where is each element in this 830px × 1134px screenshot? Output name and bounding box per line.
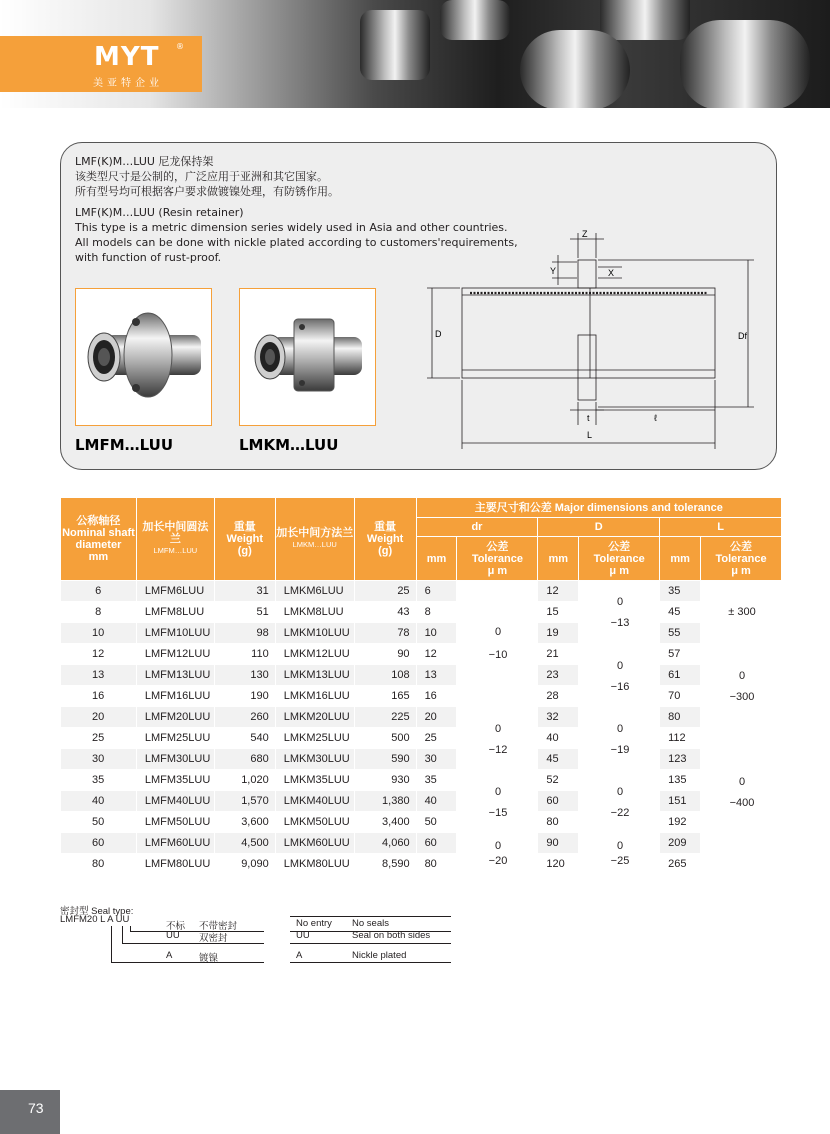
table-row [61,665,782,686]
table-cell: 50 [61,812,137,833]
header-weight-unit: (g) [237,545,252,557]
seal-en-code: UU [296,930,310,941]
table-cell: 50 [416,812,457,833]
table-cell: 60 [61,833,137,854]
table-cell: 25 [61,728,137,749]
table-cell: 80 [538,812,579,833]
table-cell: 40 [538,728,579,749]
table-cell: 25 [416,728,457,749]
seal-en: No seals [352,918,389,929]
table-cell: LMKM20LUU [275,707,354,728]
en-line: All models can be done with nickle plated according to customers'requirements, [75,236,518,249]
table-cell: LMFM8LUU [136,602,214,623]
tolerance-value: 0 [616,660,624,672]
table-cell: 30 [61,749,137,770]
table-row [61,770,782,791]
table-cell: LMKM60LUU [275,833,354,854]
header-mm: mm [538,537,579,581]
table-cell: 28 [538,686,579,707]
table-cell: 31 [214,581,275,602]
table-cell: LMFM30LUU [136,749,214,770]
table-cell: 12 [538,581,579,602]
header-mm: mm [660,537,701,581]
table-cell: LMFM60LUU [136,833,214,854]
table-cell: LMKM6LUU [275,581,354,602]
table-cell: LMKM40LUU [275,791,354,812]
table-cell: LMKM10LUU [275,623,354,644]
table-cell: 35 [660,581,701,602]
table-row [61,791,782,812]
dim-z-label: Z [582,229,588,239]
cn-line: 所有型号均可根据客户要求做镀镍处理，有防锈作用。 [75,185,339,198]
leader-line [111,926,112,963]
header-banner [0,0,830,108]
table-cell: 57 [660,644,701,665]
table-cell: LMKM30LUU [275,749,354,770]
tolerance-value: −400 [729,797,755,809]
cn-title: LMF(K)M…LUU 尼龙保持架 [75,155,214,168]
table-cell: 30 [416,749,457,770]
table-cell: 15 [538,602,579,623]
table-cell: 10 [61,623,137,644]
table-cell: 209 [660,833,701,854]
table-cell: 1,380 [354,791,416,812]
table-cell: LMFM6LUU [136,581,214,602]
logo-subtitle: 美亚特企业 [93,78,163,89]
table-cell: 4,060 [354,833,416,854]
header-weight-unit: (g) [378,545,393,557]
table-cell: 61 [660,665,701,686]
tolerance-value: −12 [488,744,508,756]
table-cell: 20 [61,707,137,728]
tol-cn: 公差 [608,540,631,553]
tolerance-cell [701,581,782,602]
table-cell: 3,600 [214,812,275,833]
tolerance-cell [701,644,782,665]
tol-unit: μ m [487,564,508,577]
tolerance-value: 0 [494,840,502,852]
tolerance-value: 0 [494,723,502,735]
tolerance-cell [457,602,538,623]
tol-en: Tolerance [593,552,645,565]
table-cell: 45 [660,602,701,623]
header-shaft [61,498,137,581]
table-cell: 8 [61,602,137,623]
table-row [61,728,782,749]
tolerance-cell [701,833,782,854]
header-shaft-unit: mm [88,551,109,563]
table-cell: 680 [214,749,275,770]
table-row [61,623,782,644]
seal-code: UU [166,930,180,941]
table-cell: 40 [61,791,137,812]
table-cell: 192 [660,812,701,833]
seal-cn: 不带密封 [199,921,238,932]
table-cell: LMFM16LUU [136,686,214,707]
table-cell: 130 [214,665,275,686]
table-cell: 1,020 [214,770,275,791]
bearing-photo [440,0,510,40]
bearing-photo [520,30,630,108]
table-cell: LMKM50LUU [275,812,354,833]
table-cell: 35 [61,770,137,791]
tol-cn: 公差 [730,540,753,553]
table-cell: 540 [214,728,275,749]
table-row [61,644,782,665]
tolerance-value: −25 [610,855,630,867]
table-cell: 16 [416,686,457,707]
dim-d-label: D [435,329,442,339]
header-square-cn: 加长中间方法兰 [276,527,354,539]
table-cell: 6 [416,581,457,602]
tolerance-cell [701,854,782,875]
model-name-lmkm: LMKM…LUU [239,436,339,454]
table-cell: LMKM25LUU [275,728,354,749]
tolerance-value: −16 [610,681,630,693]
seal-cn: 镀镍 [199,953,219,964]
table-cell: LMFM50LUU [136,812,214,833]
header-dr: dr [416,518,538,537]
table-cell: 12 [61,644,137,665]
cn-line: 该类型尺寸是公制的，广泛应用于亚洲和其它国家。 [75,170,328,183]
table-cell: 21 [538,644,579,665]
table-cell: 13 [61,665,137,686]
table-cell: 32 [538,707,579,728]
leader-line [290,916,451,917]
table-cell: LMKM16LUU [275,686,354,707]
seal-example: LMFM20 L A UU [60,914,130,925]
table-cell: 78 [354,623,416,644]
leader-line [122,926,123,944]
table-cell: 19 [538,623,579,644]
header-shaft-en: Nominal shaft diameter [62,527,135,551]
table-cell: 165 [354,686,416,707]
tolerance-value: 0 [616,840,624,852]
table-cell: 110 [214,644,275,665]
table-cell: LMFM80LUU [136,854,214,875]
tolerance-value: 0 [494,626,502,638]
logo-registered: ® [176,42,184,51]
table-cell: 20 [416,707,457,728]
description-cn [75,154,339,199]
table-cell: 8 [416,602,457,623]
bearing-photo [680,20,810,108]
tolerance-value: −20 [488,855,508,867]
bearing-photo [360,10,430,80]
tolerance-value: 0 [494,786,502,798]
photo-lmkm [239,288,376,426]
header-major: 主要尺寸和公差 Major dimensions and tolerance [416,498,781,518]
table-cell: 90 [538,833,579,854]
bearing-photo [600,0,690,40]
tolerance-value: 0 [616,723,624,735]
seal-en: Nickle plated [352,950,407,961]
header-square-flange [275,498,354,581]
tolerance-value: −10 [488,649,508,661]
leader-line [122,943,264,944]
table-cell: 23 [538,665,579,686]
table-cell: 45 [538,749,579,770]
leader-line [290,943,451,944]
table-cell: 13 [416,665,457,686]
tolerance-value: 0 [738,670,746,682]
dim-y-label: Y [550,266,557,276]
table-cell: 25 [354,581,416,602]
en-line: This type is a metric dimension series widely used in Asia and other countries. [75,221,508,234]
tolerance-value: −300 [729,691,755,703]
en-title: LMF(K)M…LUU (Resin retainer) [75,206,244,219]
table-cell: 52 [538,770,579,791]
dim-df-label: Df [738,331,747,341]
table-row [61,686,782,707]
table-cell: 9,090 [214,854,275,875]
table-cell: 8,590 [354,854,416,875]
dim-l-label: L [587,430,593,440]
table-cell: 16 [61,686,137,707]
table-cell: 123 [660,749,701,770]
table-cell: 151 [660,791,701,812]
tol-unit: μ m [731,564,751,577]
table-cell: 40 [416,791,457,812]
header-weight-en: Weight [366,533,404,545]
table-cell: LMFM25LUU [136,728,214,749]
table-row [61,833,782,854]
tolerance-cell [701,749,782,770]
photo-lmfm [75,288,212,426]
tolerance-value: −13 [610,617,630,629]
header-mm: mm [416,537,457,581]
dim-l-small-label: ℓ [654,413,657,423]
table-cell: 4,500 [214,833,275,854]
table-row [61,812,782,833]
table-cell: 6 [61,581,137,602]
tolerance-cell [701,707,782,728]
table-cell: LMFM12LUU [136,644,214,665]
tol-unit: μ m [609,564,629,577]
table-cell: 3,400 [354,812,416,833]
tol-en: Tolerance [471,552,523,565]
seal-en: Seal on both sides [352,930,431,941]
tolerance-cell [701,623,782,644]
table-cell: 225 [354,707,416,728]
leader-line [130,931,264,932]
tolerance-cell [457,581,538,602]
table-cell: LMFM40LUU [136,791,214,812]
technical-drawing [422,225,762,450]
tolerance-value: 0 [738,776,746,788]
table-cell: LMKM13LUU [275,665,354,686]
table-cell: LMFM35LUU [136,770,214,791]
table-row [61,602,782,623]
model-name-lmfm: LMFM…LUU [75,436,174,454]
page-number: 73 [0,1090,60,1134]
table-cell: 108 [354,665,416,686]
header-square-en: LMKM…LUU [292,540,337,549]
dim-x-label: X [608,268,615,278]
table-cell: 90 [354,644,416,665]
tolerance-cell [701,728,782,749]
header-weight-square [354,498,416,581]
table-row [61,749,782,770]
table-row [61,707,782,728]
table-cell: 80 [660,707,701,728]
header-tolerance [579,537,660,581]
logo-text: MYT [94,42,160,72]
tolerance-cell [701,812,782,833]
table-row [61,854,782,875]
table-cell: 10 [416,623,457,644]
table-cell: LMKM80LUU [275,854,354,875]
table-cell: 70 [660,686,701,707]
header-round-en: LMFM…LUU [153,546,198,555]
dim-t-label: t [587,413,590,423]
table-cell: 135 [660,770,701,791]
spec-table-body [61,581,782,875]
tolerance-value: −22 [610,807,630,819]
seal-en-code: A [296,950,303,961]
table-cell: 35 [416,770,457,791]
tolerance-value: 0 [616,786,624,798]
header-tolerance [701,537,782,581]
table-cell: LMFM10LUU [136,623,214,644]
table-cell: 43 [354,602,416,623]
tolerance-value: 0 [616,596,624,608]
table-cell: LMKM35LUU [275,770,354,791]
company-logo [0,36,202,92]
table-cell: 590 [354,749,416,770]
header-weight-round [214,498,275,581]
tolerance-cell [457,665,538,686]
table-cell: 190 [214,686,275,707]
tol-en: Tolerance [715,552,767,565]
table-cell: LMKM8LUU [275,602,354,623]
table-cell: 1,570 [214,791,275,812]
table-cell: 51 [214,602,275,623]
header-round-cn: 加长中间圆法兰 [142,521,209,545]
tolerance-value: −19 [610,744,630,756]
tolerance-value: ± 300 [728,606,756,618]
header-weight-en: Weight [226,533,263,545]
table-cell: 112 [660,728,701,749]
table-cell: LMKM12LUU [275,644,354,665]
table-cell: 60 [416,833,457,854]
seal-en-code: No entry [296,918,332,929]
header-weight-cn: 重量 [233,521,256,533]
table-cell: 55 [660,623,701,644]
leader-line [290,962,451,963]
header-tolerance [457,537,538,581]
leader-line [111,962,264,963]
table-cell: 98 [214,623,275,644]
tol-cn: 公差 [486,540,509,553]
table-cell: 12 [416,644,457,665]
table-cell: LMFM13LUU [136,665,214,686]
table-cell: 120 [538,854,579,875]
seal-code: 不标 [166,921,186,932]
tolerance-value: −15 [488,807,508,819]
spec-table [60,497,782,875]
table-row [61,581,782,602]
table-cell: 930 [354,770,416,791]
seal-title: 密封型 Seal type: [60,906,134,917]
table-cell: LMFM20LUU [136,707,214,728]
table-cell: 260 [214,707,275,728]
header-shaft-cn: 公称轴径 [76,515,121,527]
header-D: D [538,518,660,537]
table-cell: 265 [660,854,701,875]
header-weight-cn: 重量 [374,521,397,533]
table-cell: 80 [416,854,457,875]
seal-code: A [166,950,173,961]
en-line: with function of rust-proof. [75,251,222,264]
header-round-flange [136,498,214,581]
header-L: L [660,518,782,537]
table-cell: 500 [354,728,416,749]
seal-cn: 双密封 [199,933,228,944]
table-cell: 80 [61,854,137,875]
tolerance-cell [457,686,538,707]
table-cell: 60 [538,791,579,812]
